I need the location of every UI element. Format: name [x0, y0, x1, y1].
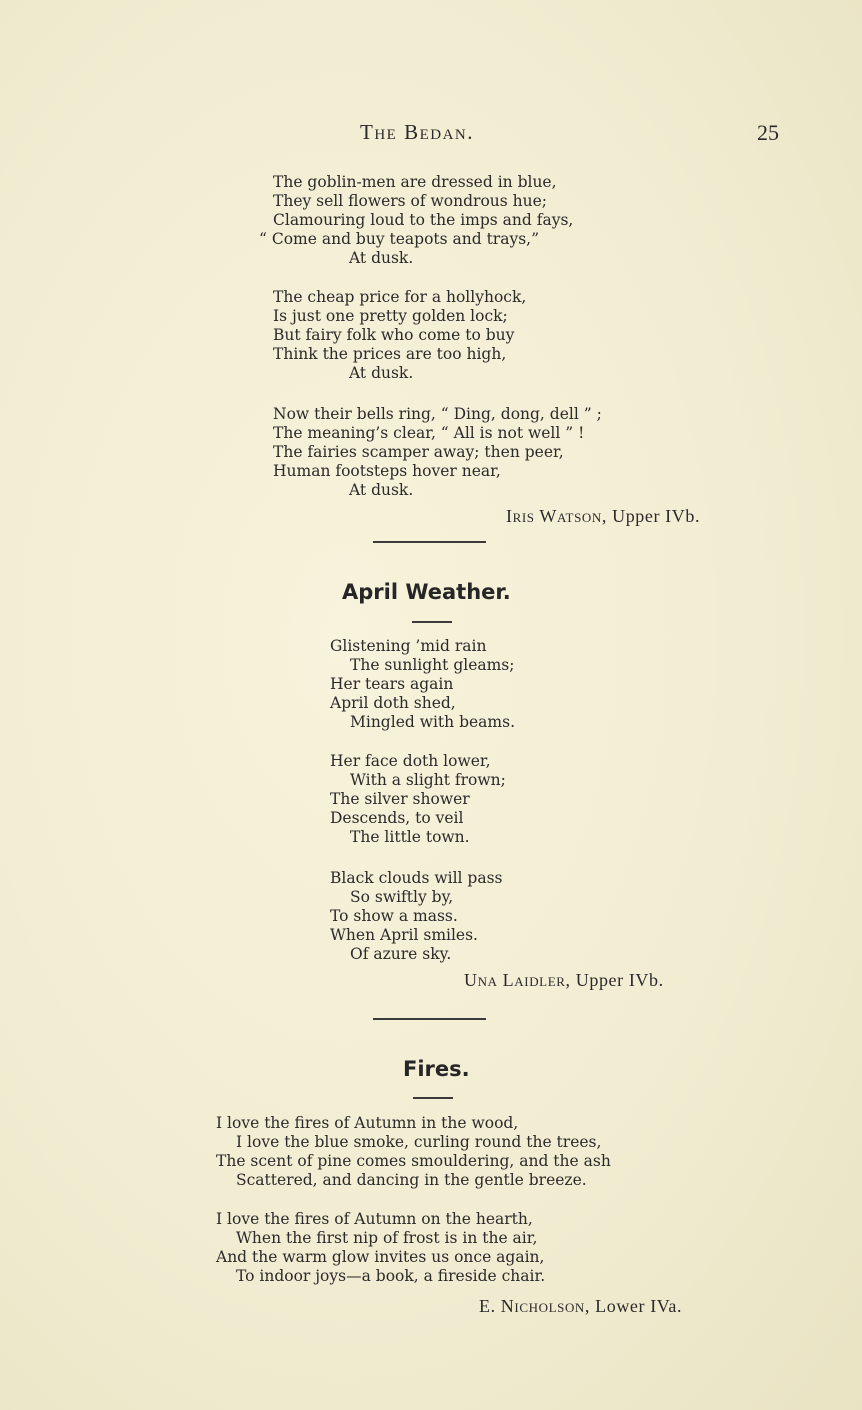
section-divider — [373, 1018, 486, 1020]
poem-line: The fairies scamper away; then peer, — [273, 443, 564, 461]
poem2-stanza-2 — [330, 752, 506, 847]
poem3-stanza-2 — [216, 1210, 545, 1286]
poem1-stanza-3 — [273, 405, 602, 500]
author-name: E. Nicholson, — [479, 1296, 591, 1316]
poem-line: April doth shed, — [330, 694, 456, 712]
author-form: Upper IVb. — [612, 506, 701, 526]
poem-line: Human footsteps hover near, — [273, 462, 501, 480]
author-name: Iris Watson, — [506, 506, 607, 526]
poem-line: I love the fires of Autumn on the hearth, — [216, 1210, 533, 1228]
poem-line: The goblin-men are dressed in blue, — [273, 173, 557, 191]
poem2-stanza-3 — [330, 869, 502, 964]
poem-line: Descends, to veil — [330, 809, 464, 827]
poem2-title: April Weather. — [342, 580, 511, 604]
poem-line: Mingled with beams. — [350, 713, 515, 731]
poem3-title: Fires. — [403, 1057, 470, 1081]
author-form: Lower IVa. — [595, 1296, 683, 1316]
poem3-stanza-1 — [216, 1114, 611, 1190]
poem-line: I love the blue smoke, curling round the trees, — [236, 1133, 602, 1151]
running-head — [0, 120, 862, 150]
author-name: Una Laidler, — [464, 970, 571, 990]
running-title: The Bedan. — [360, 120, 474, 144]
poem-line: Now their bells ring, “ Ding, dong, dell ” ; — [273, 405, 602, 423]
poem-line: Her tears again — [330, 675, 454, 693]
poem1-signature — [506, 506, 700, 527]
author-form: Upper IVb. — [575, 970, 664, 990]
poem-line: So swiftly by, — [350, 888, 454, 906]
poem-line: Scattered, and dancing in the gentle breeze. — [236, 1171, 587, 1189]
poem-line: Black clouds will pass — [330, 869, 503, 887]
poem-refrain: At dusk. — [349, 364, 414, 382]
poem-line: When the first nip of frost is in the air, — [236, 1229, 538, 1247]
poem-line: Glistening ’mid rain — [330, 637, 487, 655]
poem-refrain: At dusk. — [349, 481, 414, 499]
poem-line: The silver shower — [330, 790, 470, 808]
poem-line: The meaning’s clear, “ All is not well ” ! — [273, 424, 585, 442]
poem-line: The cheap price for a hollyhock, — [273, 288, 527, 306]
poem-refrain: At dusk. — [349, 249, 414, 267]
poem-line: Think the prices are too high, — [273, 345, 507, 363]
poem-line: The scent of pine comes smouldering, and the ash — [216, 1152, 611, 1170]
poem-line: But fairy folk who come to buy — [273, 326, 515, 344]
poem-line: And the warm glow invites us once again, — [216, 1248, 545, 1266]
poem-line: Clamouring loud to the imps and fays, — [273, 211, 574, 229]
poem-line: The little town. — [350, 828, 470, 846]
poem1-stanza-2 — [273, 288, 526, 383]
page-number: 25 — [757, 120, 779, 145]
title-underline — [412, 621, 452, 623]
poem-line: Her face doth lower, — [330, 752, 491, 770]
poem2-signature — [464, 970, 664, 991]
title-underline — [413, 1097, 453, 1099]
poem-line: “ Come and buy teapots and trays,” — [259, 230, 540, 248]
poem-line: When April smiles. — [330, 926, 478, 944]
poem-line: With a slight frown; — [350, 771, 506, 789]
poem1-stanza-1 — [259, 173, 574, 268]
poem2-stanza-1 — [330, 637, 515, 732]
poem-line: Is just one pretty golden lock; — [273, 307, 508, 325]
poem3-signature — [479, 1296, 682, 1317]
poem-line: I love the fires of Autumn in the wood, — [216, 1114, 519, 1132]
poem-line: To indoor joys—a book, a fireside chair. — [236, 1267, 546, 1285]
section-divider — [373, 541, 486, 543]
poem-line: To show a mass. — [330, 907, 458, 925]
poem-line: They sell flowers of wondrous hue; — [273, 192, 548, 210]
poem-line: The sunlight gleams; — [350, 656, 515, 674]
poem-line: Of azure sky. — [350, 945, 452, 963]
